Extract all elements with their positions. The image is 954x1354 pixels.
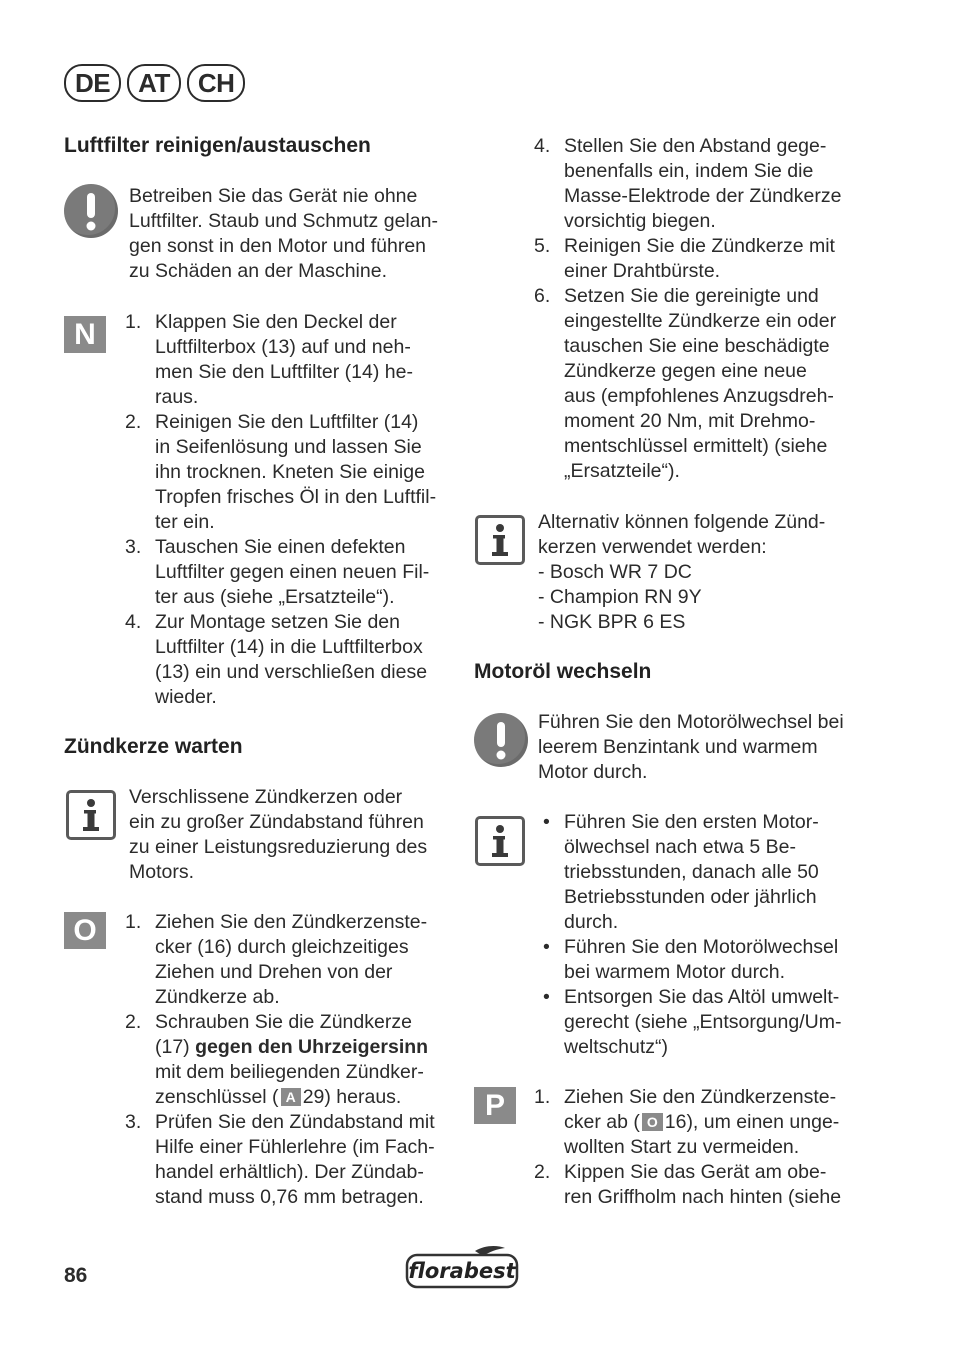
info-icon bbox=[66, 790, 116, 840]
info-icon bbox=[475, 515, 525, 565]
oil-change-warning-text: Führen Sie den Motorölwechsel bei leerem Benzintank und warmem Motor durch. bbox=[538, 711, 844, 783]
warning-icon bbox=[474, 713, 528, 767]
step-label-p: P bbox=[474, 1087, 516, 1124]
badge-de: DE bbox=[64, 64, 121, 102]
warning-icon bbox=[64, 184, 118, 238]
bold-emphasis: gegen den Uhrzeigersinn bbox=[195, 1036, 429, 1058]
step-label-o: O bbox=[64, 912, 106, 949]
air-filter-warning-text: Betreiben Sie das Gerät nie ohne Luftfilter. Staub und Schmutz gelan- gen sonst in den Motor und führen zu Schäden an der Maschine. bbox=[129, 185, 438, 282]
alternative-plugs-text: Alternativ können folgende Zünd- kerzen verwendet werden: - Bosch WR 7 DC - Champion RN 9Y - NGK BPR 6 ES bbox=[538, 511, 826, 633]
brand-logo bbox=[405, 1243, 521, 1297]
badge-ch: CH bbox=[187, 64, 246, 102]
figure-ref-a: A bbox=[281, 1088, 301, 1106]
heading-air-filter: Luftfilter reinigen/austauschen bbox=[64, 134, 371, 157]
badge-at: AT bbox=[127, 64, 181, 102]
step-label-n: N bbox=[64, 316, 106, 353]
heading-spark-plug: Zündkerze warten bbox=[64, 735, 243, 758]
brand-logo-text: florabest bbox=[408, 1259, 516, 1283]
page-number: 86 bbox=[64, 1264, 88, 1287]
figure-ref-o: O bbox=[642, 1113, 663, 1131]
spark-plug-info-text: Verschlissene Zündkerzen oder ein zu großer Zündabstand führen zu einer Leistungsreduzierung des Motors. bbox=[129, 786, 428, 883]
heading-oil-change: Motoröl wechseln bbox=[474, 660, 652, 683]
language-badges bbox=[64, 64, 245, 102]
info-icon bbox=[475, 816, 525, 866]
